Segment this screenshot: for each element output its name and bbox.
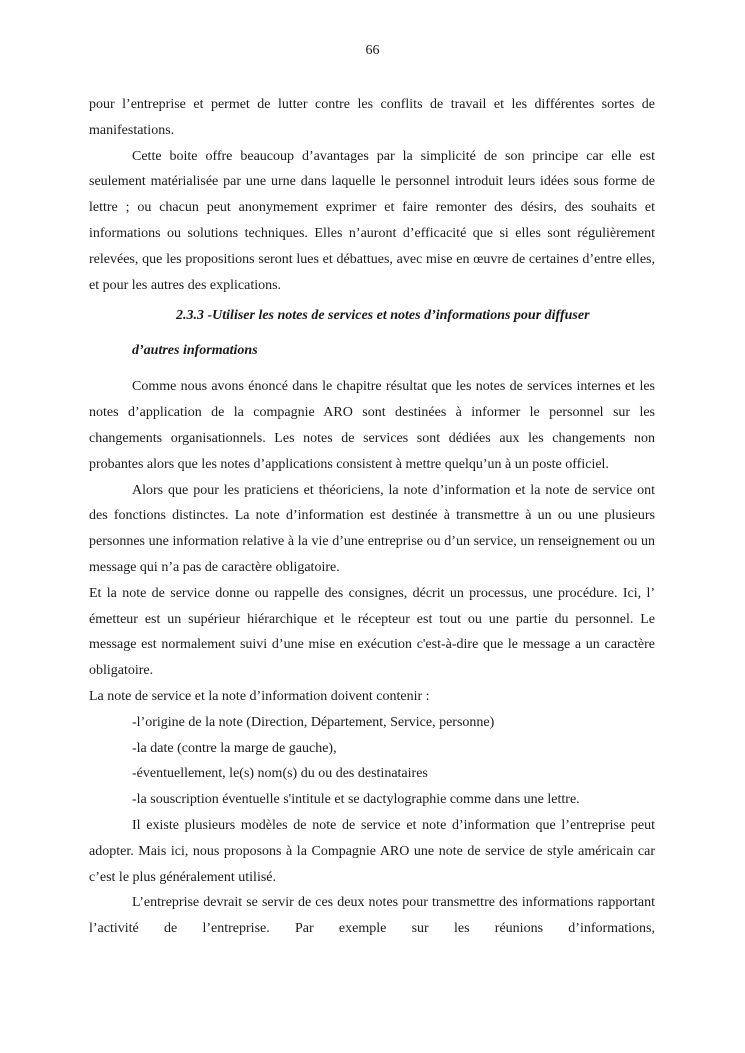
paragraph-usage: L’entreprise devrait se servir de ces deux notes pour transmettre des informations rapportant l’activité de l’entreprise. Par exemple sur les réunions d’informations, — [89, 895, 655, 937]
document-body — [89, 92, 655, 942]
paragraph-note-de-service: Et la note de service donne ou rappelle des consignes, décrit un processus, une procédure. Ici, l’ émetteur est un supérieur hiérarchique et le récepteur est tout ou une partie du personnel. Le message est normalement suivi d’une mise en exécution c'est-à-dire que le message a un caractère obligatoire. — [89, 585, 655, 679]
page-number: 66 — [365, 43, 380, 58]
paragraph-notes-intro: Comme nous avons énoncé dans le chapitre résultat que les notes de services internes et les notes d’application de la compagnie ARO sont destinées à informer le personnel sur les changements organisationnels. Les notes de services sont dédiées aux les changements non probantes alors que les notes d’applications consistent à mettre quelqu’un à un poste officiel. — [89, 379, 655, 472]
paragraph-models: Il existe plusieurs modèles de note de service et note d’information que l’entreprise peut adopter. Mais ici, nous proposons à la Compagnie ARO une note de service de style américain car c’est le plus généralement utilisé. — [89, 817, 655, 885]
paragraph-continuation: pour l’entreprise et permet de lutter contre les conflits de travail et les différentes sortes de manifestations. — [89, 97, 655, 138]
list-item-subscription: -la souscription éventuelle s'intitule et se dactylographie comme dans une lettre. — [132, 792, 580, 808]
list-item-origin: -l’origine de la note (Direction, Département, Service, personne) — [132, 714, 495, 730]
paragraph-contents-intro: La note de service et la note d’information doivent contenir : — [89, 688, 430, 704]
paragraph-suggestion-box: Cette boite offre beaucoup d’avantages par la simplicité de son principe car elle est seulement matérialisée par une urne dans laquelle le personnel introduit leurs idées sous forme de lettre ; ou chacun peut anonymement exprimer et faire remonter des désirs, des souhaits et informations ou solutions techniques. Elles n’auront d’efficacité que si elles sont régulièrement relevées, que les propositions seront lues et débattues, avec mise en œuvre de certaines d’entre elles, et pour les autres des explications. — [89, 148, 655, 293]
section-title-line1: -Utiliser les notes de services et notes d’informations pour diffuser — [207, 308, 590, 324]
section-heading — [89, 298, 655, 368]
section-title-line2: d’autres informations — [132, 343, 258, 359]
list-item-date: -la date (contre la marge de gauche), — [132, 740, 337, 756]
list-item-recipients: -éventuellement, le(s) nom(s) du ou des destinataires — [132, 766, 428, 782]
paragraph-notes-functions: Alors que pour les praticiens et théoriciens, la note d’information et la note de service ont des fonctions distinctes. La note d’information est destinée à transmettre à un ou une plusieurs personnes une information relative à la vie d’une entreprise ou d’un service, un renseignement ou un message qui n’a pas de caractère obligatoire. — [89, 482, 655, 575]
section-number: 2.3.3 — [176, 308, 204, 324]
